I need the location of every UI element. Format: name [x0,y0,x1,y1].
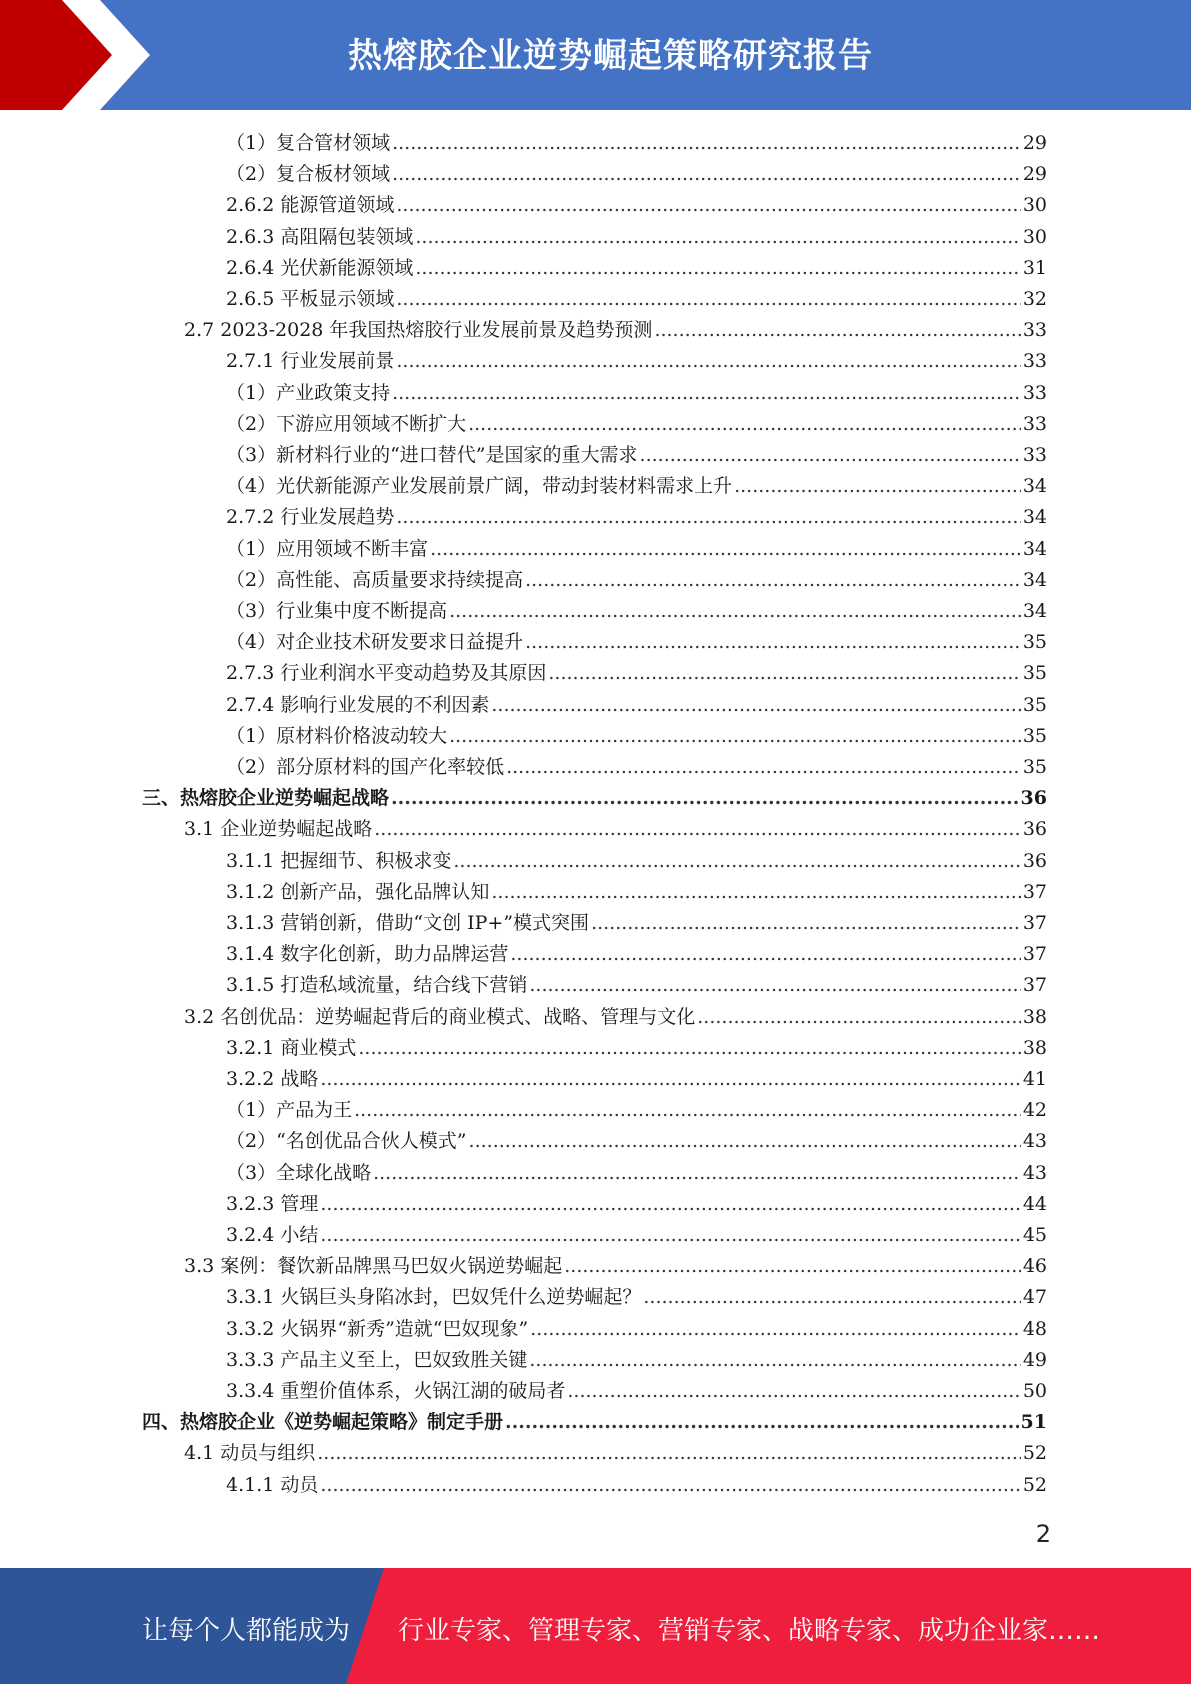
toc-entry-label: 3.1 企业逆势崛起战略 [184,818,373,841]
toc-leader-dots [391,783,1019,814]
toc-entry-label: 2.7.4 影响行业发展的不利因素 [226,693,490,716]
toc-entry-page: 42 [1022,1099,1047,1122]
toc-entry-page: 31 [1022,256,1047,279]
toc-entry-page: 29 [1022,132,1047,154]
toc-entry-label: 3.2.2 战略 [226,1068,319,1090]
toc-entry[interactable] [184,1438,1047,1469]
toc-leader-dots [396,284,1020,315]
toc-entry[interactable] [226,1033,1047,1064]
toc-entry-page: 41 [1022,1068,1047,1090]
toc-leader-dots [392,378,1021,409]
toc-entry-label: 3.2 名创优品：逆势崛起背后的商业模式、战略、管理与文化 [184,1005,696,1028]
toc-entry-page: 38 [1022,1036,1047,1059]
toc-entry[interactable] [142,1407,1047,1438]
toc-entry[interactable] [226,1095,1047,1126]
toc-entry-label: 3.2.3 管理 [226,1192,319,1215]
toc-leader-dots [510,939,1020,970]
toc-entry-label: （3）行业集中度不断提高 [226,600,448,622]
toc-entry-page: 46 [1022,1255,1047,1278]
report-title: 热熔胶企业逆势崛起策略研究报告 [348,36,873,76]
toc-leader-dots [643,1282,1020,1313]
toc-leader-dots [449,721,1021,752]
toc-entry[interactable] [184,1251,1047,1282]
toc-entry-label: 三、热熔胶企业逆势崛起战略 [142,787,390,810]
toc-entry-page: 37 [1022,943,1047,966]
toc-entry-page: 50 [1022,1380,1047,1402]
toc-entry[interactable] [184,1002,1047,1033]
toc-entry-page: 34 [1022,568,1047,591]
toc-leader-dots [525,565,1021,596]
toc-leader-dots [734,471,1021,502]
toc-entry-page: 33 [1022,412,1047,435]
toc-entry-label: （2）下游应用领域不断扩大 [226,412,467,435]
toc-entry[interactable] [226,970,1047,1001]
toc-entry-label: 2.6.3 高阻隔包装领域 [226,225,414,248]
toc-entry-page: 34 [1022,475,1047,498]
toc-leader-dots [548,658,1020,689]
toc-leader-dots [525,627,1021,658]
toc-entry-page: 38 [1022,1005,1047,1028]
toc-leader-dots [591,908,1021,939]
toc-entry[interactable] [226,596,1047,627]
toc-entry-page: 35 [1022,724,1047,747]
toc-leader-dots [396,502,1020,533]
toc-entry[interactable] [226,721,1047,752]
toc-leader-dots [392,159,1021,190]
toc-entry-page: 52 [1022,1473,1047,1496]
toc-entry-label: 3.1.3 营销创新，借助“文创 IP+”模式突围 [226,912,590,934]
toc-entry-label: 3.2.4 小结 [226,1224,319,1246]
toc-entry-label: 4.1 动员与组织 [184,1442,316,1465]
toc-entry-label: （1）应用领域不断丰富 [226,537,429,560]
toc-entry[interactable] [226,190,1047,221]
toc-entry-label: 3.3.4 重塑价值体系，火锅江湖的破局者 [226,1380,566,1402]
toc-entry-label: 3.1.2 创新产品，强化品牌认知 [226,880,490,903]
toc-leader-dots [415,253,1020,284]
toc-entry[interactable] [226,627,1047,658]
toc-entry[interactable] [226,1220,1047,1251]
toc-leader-dots [491,877,1020,908]
toc-entry[interactable] [226,1189,1047,1220]
toc-entry[interactable] [226,253,1047,284]
toc-entry-label: 2.6.4 光伏新能源领域 [226,256,414,279]
toc-entry[interactable] [226,346,1047,377]
toc-entry-page: 33 [1022,319,1047,342]
toc-entry-label: （1）产品为王 [226,1099,353,1122]
toc-leader-dots [469,1126,1021,1157]
toc-entry-label: 2.7.2 行业发展趋势 [226,506,395,529]
toc-entry[interactable] [226,1314,1047,1345]
toc-entry-page: 30 [1022,225,1047,248]
toc-entry[interactable] [226,222,1047,253]
toc-entry[interactable] [226,159,1047,190]
toc-entry[interactable] [226,502,1047,533]
toc-entry[interactable] [226,534,1047,565]
toc-entry-page: 29 [1022,163,1047,186]
header-banner [0,0,1191,110]
toc-leader-dots [529,1345,1020,1376]
toc-entry-page: 49 [1022,1348,1047,1371]
toc-entry-page: 37 [1022,880,1047,903]
toc-leader-dots [320,1189,1020,1220]
toc-entry[interactable] [226,1345,1047,1376]
toc-entry-page: 35 [1022,693,1047,716]
toc-entry-label: 4.1.1 动员 [226,1473,319,1496]
toc-entry-label: 2.6.2 能源管道领域 [226,194,395,217]
toc-entry[interactable] [226,1158,1047,1189]
toc-entry-label: 3.1.1 把握细节、积极求变 [226,849,452,872]
toc-entry-page: 34 [1022,537,1047,560]
toc-leader-dots [564,1251,1021,1282]
toc-entry-page: 36 [1022,849,1047,872]
toc-entry[interactable] [226,1282,1047,1313]
toc-leader-dots [392,128,1021,159]
toc-leader-dots [697,1002,1021,1033]
toc-entry-label: （1）原材料价格波动较大 [226,724,448,747]
toc-entry[interactable] [226,409,1047,440]
toc-leader-dots [453,846,1020,877]
toc-entry-page: 30 [1022,194,1047,217]
toc-entry-label: 2.7.1 行业发展前景 [226,350,395,373]
toc-entry-page: 35 [1022,662,1047,685]
toc-entry-label: （4）光伏新能源产业发展前景广阔，带动封装材料需求上升 [226,475,733,498]
footer-slogan-left: 让每个人都能成为 [142,1616,351,1646]
toc-entry[interactable] [226,752,1047,783]
toc-entry[interactable] [184,315,1047,346]
toc-entry-label: 3.1.5 打造私域流量，结合线下营销 [226,974,528,997]
toc-leader-dots [320,1064,1020,1095]
toc-entry-page: 33 [1022,444,1047,466]
toc-entry-label: （2）“名创优品合伙人模式” [226,1130,467,1153]
toc-entry-page: 43 [1022,1161,1047,1184]
toc-leader-dots [373,1158,1021,1189]
toc-leader-dots [320,1470,1020,1501]
toc-leader-dots [396,346,1020,377]
toc-entry-label: （3）全球化战略 [226,1161,372,1184]
toc-leader-dots [396,190,1020,221]
toc-entry-page: 32 [1022,288,1047,310]
page-number: 2 [1035,1520,1051,1548]
toc-leader-dots [358,1033,1020,1064]
toc-entry-page: 44 [1022,1192,1047,1215]
toc-leader-dots [491,690,1020,721]
toc-entry[interactable] [184,814,1047,845]
toc-entry-label: 3.2.1 商业模式 [226,1036,357,1059]
toc-entry[interactable] [226,565,1047,596]
toc-entry-label: 四、热熔胶企业《逆势崛起策略》制定手册 [142,1411,504,1434]
toc-entry-page: 34 [1022,506,1047,529]
toc-entry-label: 3.3.1 火锅巨头身陷冰封，巴奴凭什么逆势崛起？ [226,1286,642,1309]
toc-entry-label: 3.3 案例：餐饮新品牌黑马巴奴火锅逆势崛起 [184,1255,563,1278]
toc-entry[interactable] [226,1376,1047,1407]
toc-entry[interactable] [226,908,1047,939]
toc-entry-label: （2）高性能、高质量要求持续提高 [226,568,524,591]
toc-entry-label: （2）复合板材领域 [226,163,391,186]
toc-entry-page: 36 [1020,787,1047,810]
toc-entry-page: 51 [1020,1411,1047,1434]
toc-entry[interactable] [226,1470,1047,1501]
toc-entry[interactable] [142,783,1047,814]
toc-entry-label: （3）新材料行业的“进口替代”是国家的重大需求 [226,444,638,466]
footer-banner [0,1568,1191,1684]
toc-entry-page: 35 [1022,631,1047,654]
toc-entry-page: 52 [1022,1442,1047,1465]
toc-leader-dots [320,1220,1020,1251]
toc-leader-dots [430,534,1021,565]
toc-entry-page: 43 [1022,1130,1047,1153]
toc-entry-label: （1）复合管材领域 [226,132,391,154]
toc-entry-page: 37 [1022,912,1047,934]
toc-entry[interactable] [226,128,1047,159]
toc-entry-page: 36 [1022,818,1047,841]
toc-entry[interactable] [226,690,1047,721]
toc-leader-dots [317,1438,1021,1469]
toc-entry-page: 34 [1022,600,1047,622]
toc-entry-label: 2.6.5 平板显示领域 [226,288,395,310]
toc-entry[interactable] [226,658,1047,689]
toc-entry-page: 33 [1022,381,1047,404]
toc-entry[interactable] [226,471,1047,502]
toc-entry-page: 37 [1022,974,1047,997]
toc-entry[interactable] [226,284,1047,315]
toc-entry[interactable] [226,440,1047,471]
toc-leader-dots [354,1095,1021,1126]
toc-entry-label: （2）部分原材料的国产化率较低 [226,756,505,778]
toc-leader-dots [415,222,1020,253]
toc-entry-label: 2.7.3 行业利润水平变动趋势及其原因 [226,662,547,685]
toc-entry-page: 48 [1022,1317,1047,1340]
toc-entry[interactable] [226,877,1047,908]
toc-leader-dots [374,814,1021,845]
toc-entry-label: 3.1.4 数字化创新，助力品牌运营 [226,943,509,966]
toc-entry[interactable] [226,378,1047,409]
toc-leader-dots [654,315,1020,346]
toc-entry[interactable] [226,939,1047,970]
toc-leader-dots [506,752,1021,783]
toc-entry-page: 35 [1022,756,1047,778]
toc-entry-label: 3.3.2 火锅界“新秀”造就“巴奴现象” [226,1317,529,1340]
toc-entry-label: （4）对企业技术研发要求日益提升 [226,631,524,654]
toc-leader-dots [530,1314,1021,1345]
toc-entry-page: 47 [1022,1286,1047,1309]
toc-entry-label: 3.3.3 产品主义至上，巴奴致胜关键 [226,1348,528,1371]
toc-entry-label: （1）产业政策支持 [226,381,391,404]
toc-entry-page: 33 [1022,350,1047,373]
toc-leader-dots [449,596,1021,627]
toc-entry[interactable] [226,1064,1047,1095]
footer-slogan-right: 行业专家、管理专家、营销专家、战略专家、成功企业家…… [398,1616,1101,1646]
toc-leader-dots [529,970,1020,1001]
toc-leader-dots [468,409,1021,440]
toc-entry[interactable] [226,846,1047,877]
toc-entry-page: 45 [1022,1224,1047,1246]
toc-leader-dots [640,440,1021,471]
toc-entry-label: 2.7 2023-2028 年我国热熔胶行业发展前景及趋势预测 [184,319,653,342]
toc-leader-dots [505,1407,1019,1438]
toc-entry[interactable] [226,1126,1047,1157]
toc-leader-dots [567,1376,1020,1407]
